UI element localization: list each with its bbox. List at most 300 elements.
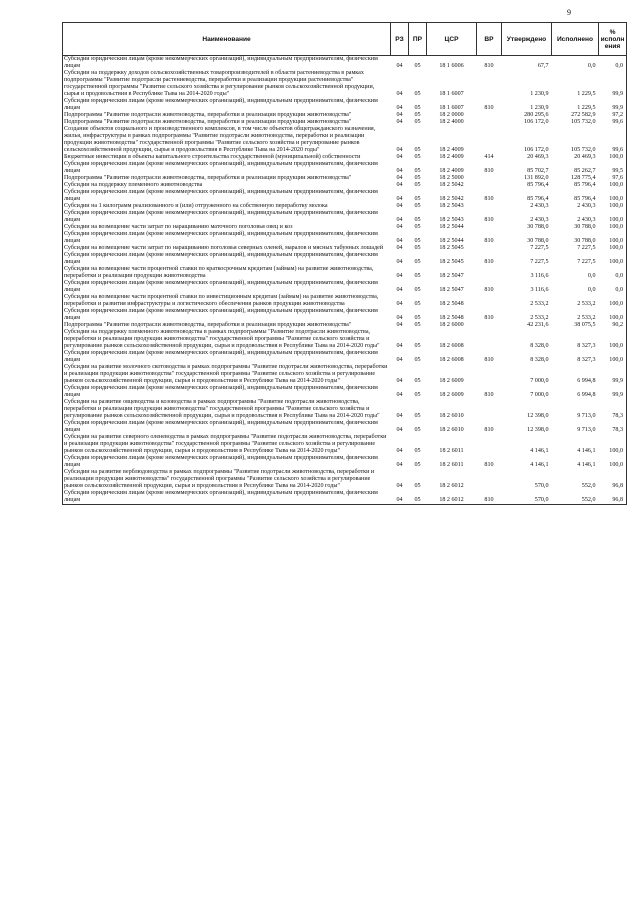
row-vr: 810 (477, 490, 502, 505)
row-csr: 18 2 6011 (439, 448, 464, 454)
row-executed: 2 533,2 (577, 315, 596, 321)
table-row (63, 161, 627, 175)
row-percent: 100,0 (599, 154, 627, 161)
row-pr: 05 (414, 343, 421, 349)
row-csr: 18 2 5045 (439, 245, 464, 251)
header-executed: Исполнено (552, 23, 599, 56)
row-name: Подпрограмма "Развитие подотрасли животноводства, переработки и реализации продукции животноводства" (63, 175, 391, 182)
row-approved: 4 146,1 (530, 448, 549, 454)
row-csr: 18 2 0000 (439, 112, 464, 118)
row-rz: 04 (396, 273, 403, 279)
row-pr: 05 (414, 154, 421, 160)
row-approved: 106 172,0 (524, 119, 549, 125)
row-name: Субсидии на поддержку доходов сельскохозяйственных товаропроизводителей в области растениеводства в рамках подпрограммы "Развитие подотрасли растениеводства, переработки и реализации продукции растениеводства" государственной программы "Развитие сельского хозяйства и регулирование рынков сельскохозяйственной продукции, сырья и продовольствия в Республике Тыва на 2014-2020 годы" (63, 70, 391, 98)
header-rz: РЗ (391, 23, 409, 56)
row-vr: 414 (484, 154, 494, 160)
row-pr: 05 (414, 392, 421, 398)
row-executed: 0,0 (587, 287, 596, 293)
row-approved: 85 796,4 (527, 182, 549, 188)
row-pr: 05 (414, 378, 421, 384)
row-vr (477, 112, 502, 119)
row-csr: 18 1 6007 (439, 91, 464, 97)
table-row (63, 490, 627, 505)
row-csr: 18 2 6008 (439, 343, 464, 349)
row-executed: 8 327,3 (577, 343, 596, 349)
row-approved: 3 116,6 (530, 273, 549, 279)
row-percent: 0,0 (599, 56, 627, 71)
row-approved: 2 533,2 (530, 315, 549, 321)
row-rz: 04 (396, 91, 403, 97)
row-percent: 99,5 (599, 161, 627, 175)
row-csr: 18 2 6012 (439, 483, 464, 489)
row-executed: 0,0 (587, 273, 596, 279)
row-csr: 18 1 6006 (439, 63, 464, 69)
row-vr (477, 399, 502, 420)
row-pr: 05 (414, 245, 421, 251)
table-row (63, 224, 627, 231)
row-csr: 18 2 5044 (439, 224, 464, 230)
row-executed: 2 430,3 (577, 217, 596, 223)
row-executed: 128 775,4 (571, 175, 596, 181)
row-rz: 04 (396, 287, 403, 293)
table-row (63, 455, 627, 469)
row-pr: 05 (414, 413, 421, 419)
row-vr: 810 (484, 315, 494, 321)
row-approved: 42 231,6 (527, 322, 549, 328)
header-vr: ВР (477, 23, 502, 56)
row-percent: 78,3 (599, 420, 627, 434)
row-pr: 05 (414, 63, 421, 69)
row-percent: 100,0 (599, 231, 627, 245)
row-executed: 4 146,1 (577, 448, 596, 454)
row-pr: 05 (414, 462, 421, 468)
row-vr: 810 (484, 462, 494, 468)
row-approved: 2 430,3 (530, 203, 549, 209)
row-csr: 18 2 5045 (439, 259, 464, 265)
table-row (63, 364, 627, 385)
row-rz: 04 (396, 413, 403, 419)
row-percent: 97,6 (599, 175, 627, 182)
row-pr: 05 (414, 259, 421, 265)
row-approved: 280 295,6 (524, 112, 549, 118)
row-csr: 18 2 5042 (439, 196, 464, 202)
row-executed: 7 227,5 (577, 259, 596, 265)
row-approved: 131 892,0 (524, 175, 549, 181)
table-row (63, 112, 627, 119)
row-csr: 18 2 4000 (439, 119, 464, 125)
row-csr: 18 2 5043 (439, 217, 464, 223)
row-rz: 04 (396, 182, 403, 188)
row-name: Подпрограмма "Развитие подотрасли животноводства, переработки и реализации продукции животноводства" (63, 322, 391, 329)
row-vr: 810 (484, 238, 494, 244)
row-name: Субсидии юридическим лицам (кроме некоммерческих организаций), индивидуальным предпринимателям, физическим лицам (63, 189, 391, 203)
row-approved: 7 000,0 (530, 378, 549, 384)
row-rz: 04 (396, 147, 403, 153)
row-executed: 8 327,3 (577, 357, 596, 363)
row-csr: 18 2 5047 (439, 273, 464, 279)
row-name: Создание объектов социального и производственного комплексов, в том числе объектов общегражданского назначения, жилья, инфраструктуры в рамках подпрограммы "Развитие подотрасли животноводства, переработки и реализации продукции животноводства" государственной программы "Развитие сельского хозяйства и регулирование рынков сельскохозяйственной продукции, сырья и продовольствия в Республике Тыва на 2014-2020 годы" (63, 126, 391, 154)
row-percent: 100,0 (599, 210, 627, 224)
row-pr: 05 (414, 483, 421, 489)
row-approved: 12 398,0 (527, 413, 549, 419)
row-pr: 05 (414, 168, 421, 174)
row-rz: 04 (396, 154, 403, 160)
row-approved: 7 227,5 (530, 245, 549, 251)
row-vr (477, 203, 502, 210)
table-row (63, 469, 627, 490)
page-number: 9 (567, 8, 571, 17)
row-percent: 96,8 (599, 469, 627, 490)
row-name: Субсидии юридическим лицам (кроме некоммерческих организаций), индивидуальным предпринимателям, физическим лицам (63, 385, 391, 399)
row-vr: 810 (484, 63, 494, 69)
row-executed: 7 227,5 (577, 245, 596, 251)
table-row (63, 252, 627, 266)
row-name: Субсидии на развитие северного оленеводства в рамках подпрограммы "Развитие подотрасли животноводства, переработки и реализации продукции животноводства" государственной программы "Развитие сельского хозяйства и регулирование рынков сельскохозяйственной продукции, сырья и продовольствия в Республике Тыва на 2014-2020 годы" (63, 434, 391, 455)
row-name: Субсидии на поддержку племенного животноводства в рамках подпрограммы "Развитие подотрасли животноводства, переработки и реализации продукции животноводства" государственной программы "Развитие сельского хозяйства и регулирование рынков сельскохозяйственной продукции, сырья и продовольствия в Республике Тыва на 2014-2020 годы" (63, 329, 391, 350)
row-rz: 04 (396, 322, 403, 328)
row-rz: 04 (396, 203, 403, 209)
table-row (63, 399, 627, 420)
row-vr: 810 (484, 217, 494, 223)
row-name: Субсидии юридическим лицам (кроме некоммерческих организаций), индивидуальным предпринимателям, физическим лицам (63, 420, 391, 434)
row-rz: 04 (396, 245, 403, 251)
row-percent: 97,2 (599, 112, 627, 119)
table-row (63, 70, 627, 98)
row-vr (477, 119, 502, 126)
row-vr: 810 (484, 392, 494, 398)
row-csr: 18 2 5042 (439, 182, 464, 188)
row-name: Субсидии на 1 килограмм реализованного и (или) отгруженного на собственную переработку молока (63, 203, 391, 210)
row-csr: 18 2 6008 (439, 357, 464, 363)
row-csr: 18 2 6011 (439, 462, 464, 468)
row-name: Субсидии на возмещение части затрат по наращиванию маточного поголовья овец и коз (63, 224, 391, 231)
row-rz: 04 (396, 357, 403, 363)
row-pr: 05 (414, 238, 421, 244)
row-name: Субсидии на возмещение части затрат по наращиванию поголовья северных оленей, маралов и мясных табунных лошадей (63, 245, 391, 252)
row-vr: 810 (484, 259, 494, 265)
row-pr: 05 (414, 147, 421, 153)
row-csr: 18 2 5043 (439, 203, 464, 209)
row-percent: 100,0 (599, 294, 627, 308)
row-rz: 04 (396, 392, 403, 398)
row-approved: 85 796,4 (527, 196, 549, 202)
row-pr: 05 (414, 322, 421, 328)
row-rz: 04 (391, 490, 409, 505)
row-rz: 04 (396, 301, 403, 307)
row-approved: 106 172,0 (524, 147, 549, 153)
row-csr: 18 2 6009 (439, 378, 464, 384)
header-pr: ПР (409, 23, 427, 56)
row-pr: 05 (414, 301, 421, 307)
table-row (63, 119, 627, 126)
table-row (63, 266, 627, 280)
row-executed: 1 229,5 (577, 91, 596, 97)
row-pr: 05 (414, 182, 421, 188)
table-row (63, 308, 627, 322)
table-body (63, 56, 627, 505)
row-executed: 552,0 (581, 483, 596, 489)
row-rz: 04 (396, 483, 403, 489)
row-pr: 05 (414, 448, 421, 454)
row-csr: 18 2 6009 (439, 392, 464, 398)
row-executed: 30 788,0 (574, 224, 596, 230)
row-approved: 85 702,7 (527, 168, 549, 174)
row-percent: 100,0 (599, 350, 627, 364)
row-approved: 570,0 (534, 483, 549, 489)
row-executed: 6 994,8 (577, 378, 596, 384)
header-csr: ЦСР (427, 23, 477, 56)
row-rz: 04 (396, 217, 403, 223)
row-pr: 05 (414, 217, 421, 223)
table-row (63, 434, 627, 455)
table-row (63, 329, 627, 350)
row-vr (477, 434, 502, 455)
table-row (63, 350, 627, 364)
row-percent: 100,0 (599, 434, 627, 455)
row-csr: 18 2 5044 (439, 238, 464, 244)
row-name: Субсидии на возмещение части процентной ставки по краткосрочным кредитам (займам) на развитие животноводства, переработки и реализации продукции животноводства (63, 266, 391, 280)
row-approved: 67,7 (537, 63, 549, 69)
row-name: Субсидии юридическим лицам (кроме некоммерческих организаций), индивидуальным предпринимателям, физическим лицам (63, 308, 391, 322)
row-percent: 99,9 (599, 98, 627, 112)
row-percent: 96,8 (599, 490, 627, 505)
row-executed: 85 796,4 (574, 182, 596, 188)
row-approved: 8 328,0 (530, 343, 549, 349)
row-vr (477, 364, 502, 385)
row-rz: 04 (396, 343, 403, 349)
row-rz: 04 (396, 168, 403, 174)
row-percent: 100,0 (599, 182, 627, 189)
budget-table (62, 22, 627, 505)
row-vr (477, 322, 502, 329)
row-executed: 85 262,7 (574, 168, 596, 174)
row-pr: 05 (414, 273, 421, 279)
row-approved: 1 230,9 (530, 91, 549, 97)
row-csr: 18 2 5000 (439, 175, 464, 181)
row-executed: 0,0 (587, 63, 596, 69)
row-executed: 2 533,2 (577, 301, 596, 307)
row-approved: 8 328,0 (530, 357, 549, 363)
row-pr: 05 (414, 105, 421, 111)
row-name: Субсидии юридическим лицам (кроме некоммерческих организаций), индивидуальным предпринимателям, физическим лицам (63, 161, 391, 175)
row-name: Субсидии юридическим лицам (кроме некоммерческих организаций), индивидуальным предпринимателям, физическим лицам (63, 56, 391, 71)
row-pr: 05 (414, 315, 421, 321)
row-csr: 18 1 6007 (439, 105, 464, 111)
row-approved: 30 788,0 (527, 238, 549, 244)
row-executed: 1 229,5 (577, 105, 596, 111)
row-executed: 552,0 (552, 490, 599, 505)
table-row (63, 420, 627, 434)
row-vr: 810 (484, 105, 494, 111)
row-vr: 810 (484, 357, 494, 363)
row-percent: 99,9 (599, 385, 627, 399)
table-header-row (63, 23, 627, 56)
row-vr (477, 245, 502, 252)
row-percent: 78,3 (599, 399, 627, 420)
row-executed: 105 732,0 (571, 147, 596, 153)
row-percent: 100,0 (599, 252, 627, 266)
row-executed: 4 146,1 (577, 462, 596, 468)
row-name: Подпрограмма "Развитие подотрасли животноводства, переработки и реализации продукции животноводства" (63, 112, 391, 119)
row-csr: 18 2 4009 (439, 168, 464, 174)
row-executed: 2 430,3 (577, 203, 596, 209)
row-executed: 38 075,5 (574, 322, 596, 328)
row-name: Субсидии юридическим лицам (кроме некоммерческих организаций), индивидуальным предпринимателям, физическим лицам (63, 210, 391, 224)
row-rz: 04 (396, 462, 403, 468)
row-rz: 04 (396, 224, 403, 230)
row-rz: 04 (396, 259, 403, 265)
table-row (63, 56, 627, 71)
table-row (63, 280, 627, 294)
row-pr: 05 (414, 119, 421, 125)
table-row (63, 245, 627, 252)
row-pr: 05 (414, 357, 421, 363)
row-vr: 810 (484, 287, 494, 293)
table-row (63, 294, 627, 308)
row-csr: 18 2 6012 (427, 490, 477, 505)
table-row (63, 385, 627, 399)
row-pr: 05 (414, 112, 421, 118)
row-vr (477, 329, 502, 350)
row-name: Субсидии на возмещение части процентной ставки по инвестиционным кредитам (займам) на развитие животноводства, переработки и развития инфраструктуры и логистического обеспечения рынков продукции животноводства (63, 294, 391, 308)
row-rz: 04 (396, 448, 403, 454)
row-percent: 100,0 (599, 455, 627, 469)
row-percent: 100,0 (599, 329, 627, 350)
row-executed: 20 469,3 (574, 154, 596, 160)
row-percent: 90,2 (599, 322, 627, 329)
row-approved: 2 430,3 (530, 217, 549, 223)
row-csr: 18 2 6010 (439, 413, 464, 419)
table-row (63, 203, 627, 210)
row-pr: 05 (414, 91, 421, 97)
row-executed: 6 994,8 (577, 392, 596, 398)
row-vr: 810 (484, 427, 494, 433)
row-csr: 18 2 6000 (439, 322, 464, 328)
row-csr: 18 2 4009 (439, 154, 464, 160)
row-csr: 18 2 5047 (439, 287, 464, 293)
row-executed: 272 582,9 (571, 112, 596, 118)
row-percent: 99,6 (599, 119, 627, 126)
table-row (63, 154, 627, 161)
header-name: Наименование (63, 23, 391, 56)
row-executed: 85 796,4 (574, 196, 596, 202)
row-rz: 04 (396, 427, 403, 433)
row-vr (477, 224, 502, 231)
row-approved: 1 230,9 (530, 105, 549, 111)
row-pr: 05 (409, 490, 427, 505)
row-name: Субсидии юридическим лицам (кроме некоммерческих организаций), индивидуальным предпринимателям, физическим лицам (63, 231, 391, 245)
row-rz: 04 (396, 238, 403, 244)
row-name: Субсидии юридическим лицам (кроме некоммерческих организаций), индивидуальным предпринимателям, физическим лицам (63, 350, 391, 364)
row-csr: 18 2 5048 (439, 301, 464, 307)
row-name: Подпрограмма "Развитие подотрасли животноводства, переработки и реализации продукции животноводства" (63, 119, 391, 126)
table-row (63, 189, 627, 203)
table-row (63, 231, 627, 245)
row-rz: 04 (396, 196, 403, 202)
table-row (63, 210, 627, 224)
table-row (63, 322, 627, 329)
row-vr (477, 126, 502, 154)
row-percent: 100,0 (599, 308, 627, 322)
row-percent: 100,0 (599, 224, 627, 231)
row-approved: 3 116,6 (530, 287, 549, 293)
row-percent: 99,9 (599, 364, 627, 385)
row-name: Субсидии юридическим лицам (кроме некоммерческих организаций), индивидуальным предпринимателям, физическим лицам (63, 490, 391, 505)
row-pr: 05 (414, 287, 421, 293)
row-approved: 4 146,1 (530, 462, 549, 468)
row-rz: 04 (396, 105, 403, 111)
row-rz: 04 (396, 175, 403, 181)
row-percent: 100,0 (599, 245, 627, 252)
row-percent: 100,0 (599, 189, 627, 203)
row-percent: 0,0 (599, 266, 627, 280)
row-rz: 04 (396, 63, 403, 69)
row-rz: 04 (396, 315, 403, 321)
row-vr (477, 70, 502, 98)
row-percent: 0,0 (599, 280, 627, 294)
row-csr: 18 2 5048 (439, 315, 464, 321)
table-row (63, 126, 627, 154)
row-name: Субсидии на развитие молочного скотоводства в рамках подпрограммы "Развитие подотрасли животноводства, переработки и реализации продукции животноводства" государственной программы "Развитие сельского хозяйства и регулирование рынков сельскохозяйственной продукции, сырья и продовольствия в Республике Тыва на 2014-2020 годы" (63, 364, 391, 385)
row-name: Бюджетные инвестиции в объекты капитального строительства государственной (муниципальной) собственности (63, 154, 391, 161)
row-executed: 9 713,0 (577, 427, 596, 433)
row-csr: 18 2 6010 (439, 427, 464, 433)
row-approved: 2 533,2 (530, 301, 549, 307)
row-vr: 810 (484, 196, 494, 202)
row-vr (477, 182, 502, 189)
row-executed: 9 713,0 (577, 413, 596, 419)
row-name: Субсидии юридическим лицам (кроме некоммерческих организаций), индивидуальным предпринимателям, физическим лицам (63, 455, 391, 469)
row-approved: 7 000,0 (530, 392, 549, 398)
row-approved: 20 469,3 (527, 154, 549, 160)
row-name: Субсидии юридическим лицам (кроме некоммерческих организаций), индивидуальным предпринимателям, физическим лицам (63, 98, 391, 112)
row-csr: 18 2 4009 (439, 147, 464, 153)
row-pr: 05 (414, 224, 421, 230)
row-rz: 04 (396, 378, 403, 384)
table-row (63, 182, 627, 189)
row-vr (477, 469, 502, 490)
row-name: Субсидии юридическим лицам (кроме некоммерческих организаций), индивидуальным предпринимателям, физическим лицам (63, 252, 391, 266)
row-name: Субсидии на поддержку племенного животноводства (63, 182, 391, 189)
row-vr (477, 294, 502, 308)
header-approved: Утверждено (502, 23, 552, 56)
row-rz: 04 (396, 119, 403, 125)
table-row (63, 175, 627, 182)
row-rz: 04 (396, 112, 403, 118)
row-vr (477, 175, 502, 182)
row-percent: 99,6 (599, 126, 627, 154)
header-percent: % исполн ения (599, 23, 627, 56)
row-percent: 100,0 (599, 203, 627, 210)
table-row (63, 98, 627, 112)
row-executed: 30 788,0 (574, 238, 596, 244)
row-approved: 570,0 (502, 490, 552, 505)
row-percent: 99,9 (599, 70, 627, 98)
row-vr: 810 (484, 168, 494, 174)
row-pr: 05 (414, 196, 421, 202)
row-approved: 30 788,0 (527, 224, 549, 230)
row-name: Субсидии на развитие овцеводства и козоводства в рамках подпрограммы "Развитие подотрасли животноводства, переработки и реализации продукции животноводства" государственной программы "Развитие сельского хозяйства и регулирование рынков сельскохозяйственной продукции, сырья и продовольствия в Республике Тыва на 2014-2020 годы" (63, 399, 391, 420)
row-pr: 05 (414, 175, 421, 181)
row-pr: 05 (414, 203, 421, 209)
row-approved: 12 398,0 (527, 427, 549, 433)
row-name: Субсидии на развитие верблюдоводства в рамках подпрограммы "Развитие подотрасли животноводства, переработки и реализации продукции животноводства" государственной программы "Развитие сельского хозяйства и регулирование рынков сельскохозяйственной продукции, сырья и продовольствия в Республике Тыва на 2014-2020 годы" (63, 469, 391, 490)
row-pr: 05 (414, 427, 421, 433)
row-name: Субсидии юридическим лицам (кроме некоммерческих организаций), индивидуальным предпринимателям, физическим лицам (63, 280, 391, 294)
row-approved: 7 227,5 (530, 259, 549, 265)
row-executed: 105 732,0 (571, 119, 596, 125)
row-vr (477, 266, 502, 280)
